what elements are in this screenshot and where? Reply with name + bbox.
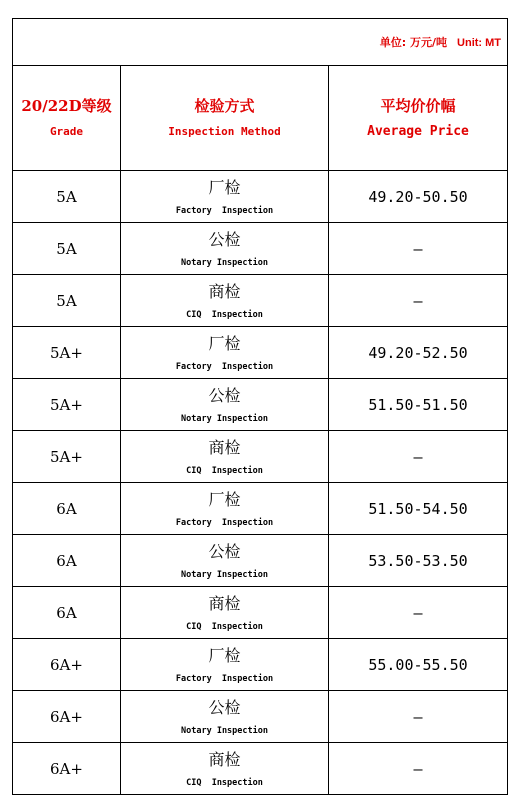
grade-value: 5A (56, 188, 77, 206)
table-row (13, 431, 508, 483)
grade-header-zh: 20/22D等级 (21, 97, 112, 115)
method-zh: 商检 (208, 437, 241, 457)
method-cell (121, 223, 329, 275)
grade-value: 6A+ (50, 656, 83, 674)
method-en: Notary Inspection (181, 725, 268, 736)
method-en: CIQ Inspection (186, 309, 263, 320)
grade-cell (13, 379, 121, 431)
method-zh: 公检 (208, 541, 241, 561)
price-value: – (413, 604, 423, 622)
method-zh: 商检 (208, 593, 241, 613)
grade-cell (13, 431, 121, 483)
table-row (13, 223, 508, 275)
grade-cell (13, 483, 121, 535)
grade-cell (13, 691, 121, 743)
grade-value: 5A+ (50, 344, 83, 362)
grade-value: 6A+ (50, 708, 83, 726)
price-cell (329, 171, 508, 223)
method-cell (121, 587, 329, 639)
price-cell (329, 275, 508, 327)
method-en: Factory Inspection (175, 205, 274, 216)
grade-value: 6A (56, 552, 77, 570)
method-en: Notary Inspection (181, 413, 268, 424)
table-row (13, 171, 508, 223)
method-header (121, 66, 329, 171)
price-sheet (12, 18, 507, 800)
price-cell (329, 327, 508, 379)
method-en: CIQ Inspection (186, 621, 263, 632)
method-header-zh: 检验方式 (194, 97, 255, 115)
method-zh: 厂检 (208, 645, 241, 665)
table-row (13, 483, 508, 535)
method-cell (121, 171, 329, 223)
price-header-en: Average Price (367, 124, 469, 139)
price-table (12, 18, 508, 795)
method-en: CIQ Inspection (186, 465, 263, 476)
grade-cell (13, 639, 121, 691)
method-en: Notary Inspection (181, 257, 268, 268)
grade-value: 5A+ (50, 448, 83, 466)
price-value: – (413, 292, 423, 310)
method-cell (121, 431, 329, 483)
method-cell (121, 483, 329, 535)
grade-cell (13, 587, 121, 639)
price-cell (329, 639, 508, 691)
grade-value: 6A+ (50, 760, 83, 778)
unit-label-en: Unit: MT (457, 37, 502, 49)
price-cell (329, 587, 508, 639)
table-row (13, 691, 508, 743)
method-zh: 商检 (208, 281, 241, 301)
grade-value: 5A (56, 292, 77, 310)
grade-value: 5A (56, 240, 77, 258)
unit-label-zh: 单位: 万元/吨 (379, 36, 448, 49)
price-header-zh: 平均价价幅 (380, 97, 456, 115)
price-value: – (413, 240, 423, 258)
price-value: 51.50-51.50 (368, 396, 468, 414)
price-cell (329, 379, 508, 431)
unit-row (13, 19, 508, 66)
method-cell (121, 327, 329, 379)
method-zh: 厂检 (208, 177, 241, 197)
table-row (13, 639, 508, 691)
method-zh: 厂检 (208, 333, 241, 353)
grade-cell (13, 743, 121, 795)
method-en: Factory Inspection (175, 517, 274, 528)
method-cell (121, 535, 329, 587)
unit-cell (13, 19, 508, 66)
method-cell (121, 275, 329, 327)
table-row (13, 379, 508, 431)
price-value: 55.00-55.50 (368, 656, 468, 674)
price-table-body (13, 19, 508, 795)
price-cell (329, 431, 508, 483)
method-zh: 公检 (208, 697, 241, 717)
method-cell (121, 743, 329, 795)
method-zh: 商检 (208, 749, 241, 769)
grade-cell (13, 223, 121, 275)
price-cell (329, 483, 508, 535)
grade-header (13, 66, 121, 171)
grade-cell (13, 275, 121, 327)
grade-cell (13, 171, 121, 223)
method-cell (121, 639, 329, 691)
method-zh: 厂检 (208, 489, 241, 509)
table-row (13, 535, 508, 587)
table-row (13, 275, 508, 327)
price-cell (329, 223, 508, 275)
table-row (13, 587, 508, 639)
price-value: – (413, 760, 423, 778)
table-row (13, 743, 508, 795)
price-value: 49.20-52.50 (368, 344, 468, 362)
price-cell (329, 691, 508, 743)
price-value: – (413, 708, 423, 726)
method-en: Factory Inspection (175, 673, 274, 684)
price-cell (329, 535, 508, 587)
method-cell (121, 379, 329, 431)
method-en: Notary Inspection (181, 569, 268, 580)
method-zh: 公检 (208, 385, 241, 405)
grade-value: 6A (56, 604, 77, 622)
method-cell (121, 691, 329, 743)
grade-value: 6A (56, 500, 77, 518)
header-row (13, 66, 508, 171)
price-header (329, 66, 508, 171)
price-value: 53.50-53.50 (368, 552, 468, 570)
price-cell (329, 743, 508, 795)
method-en: Factory Inspection (175, 361, 274, 372)
method-zh: 公检 (208, 229, 241, 249)
price-value: 51.50-54.50 (368, 500, 468, 518)
method-header-en: Inspection Method (168, 125, 281, 138)
grade-header-en: Grade (49, 125, 84, 138)
table-row (13, 327, 508, 379)
grade-cell (13, 327, 121, 379)
method-en: CIQ Inspection (186, 777, 263, 788)
price-value: 49.20-50.50 (368, 188, 468, 206)
grade-value: 5A+ (50, 396, 83, 414)
grade-cell (13, 535, 121, 587)
price-value: – (413, 448, 423, 466)
